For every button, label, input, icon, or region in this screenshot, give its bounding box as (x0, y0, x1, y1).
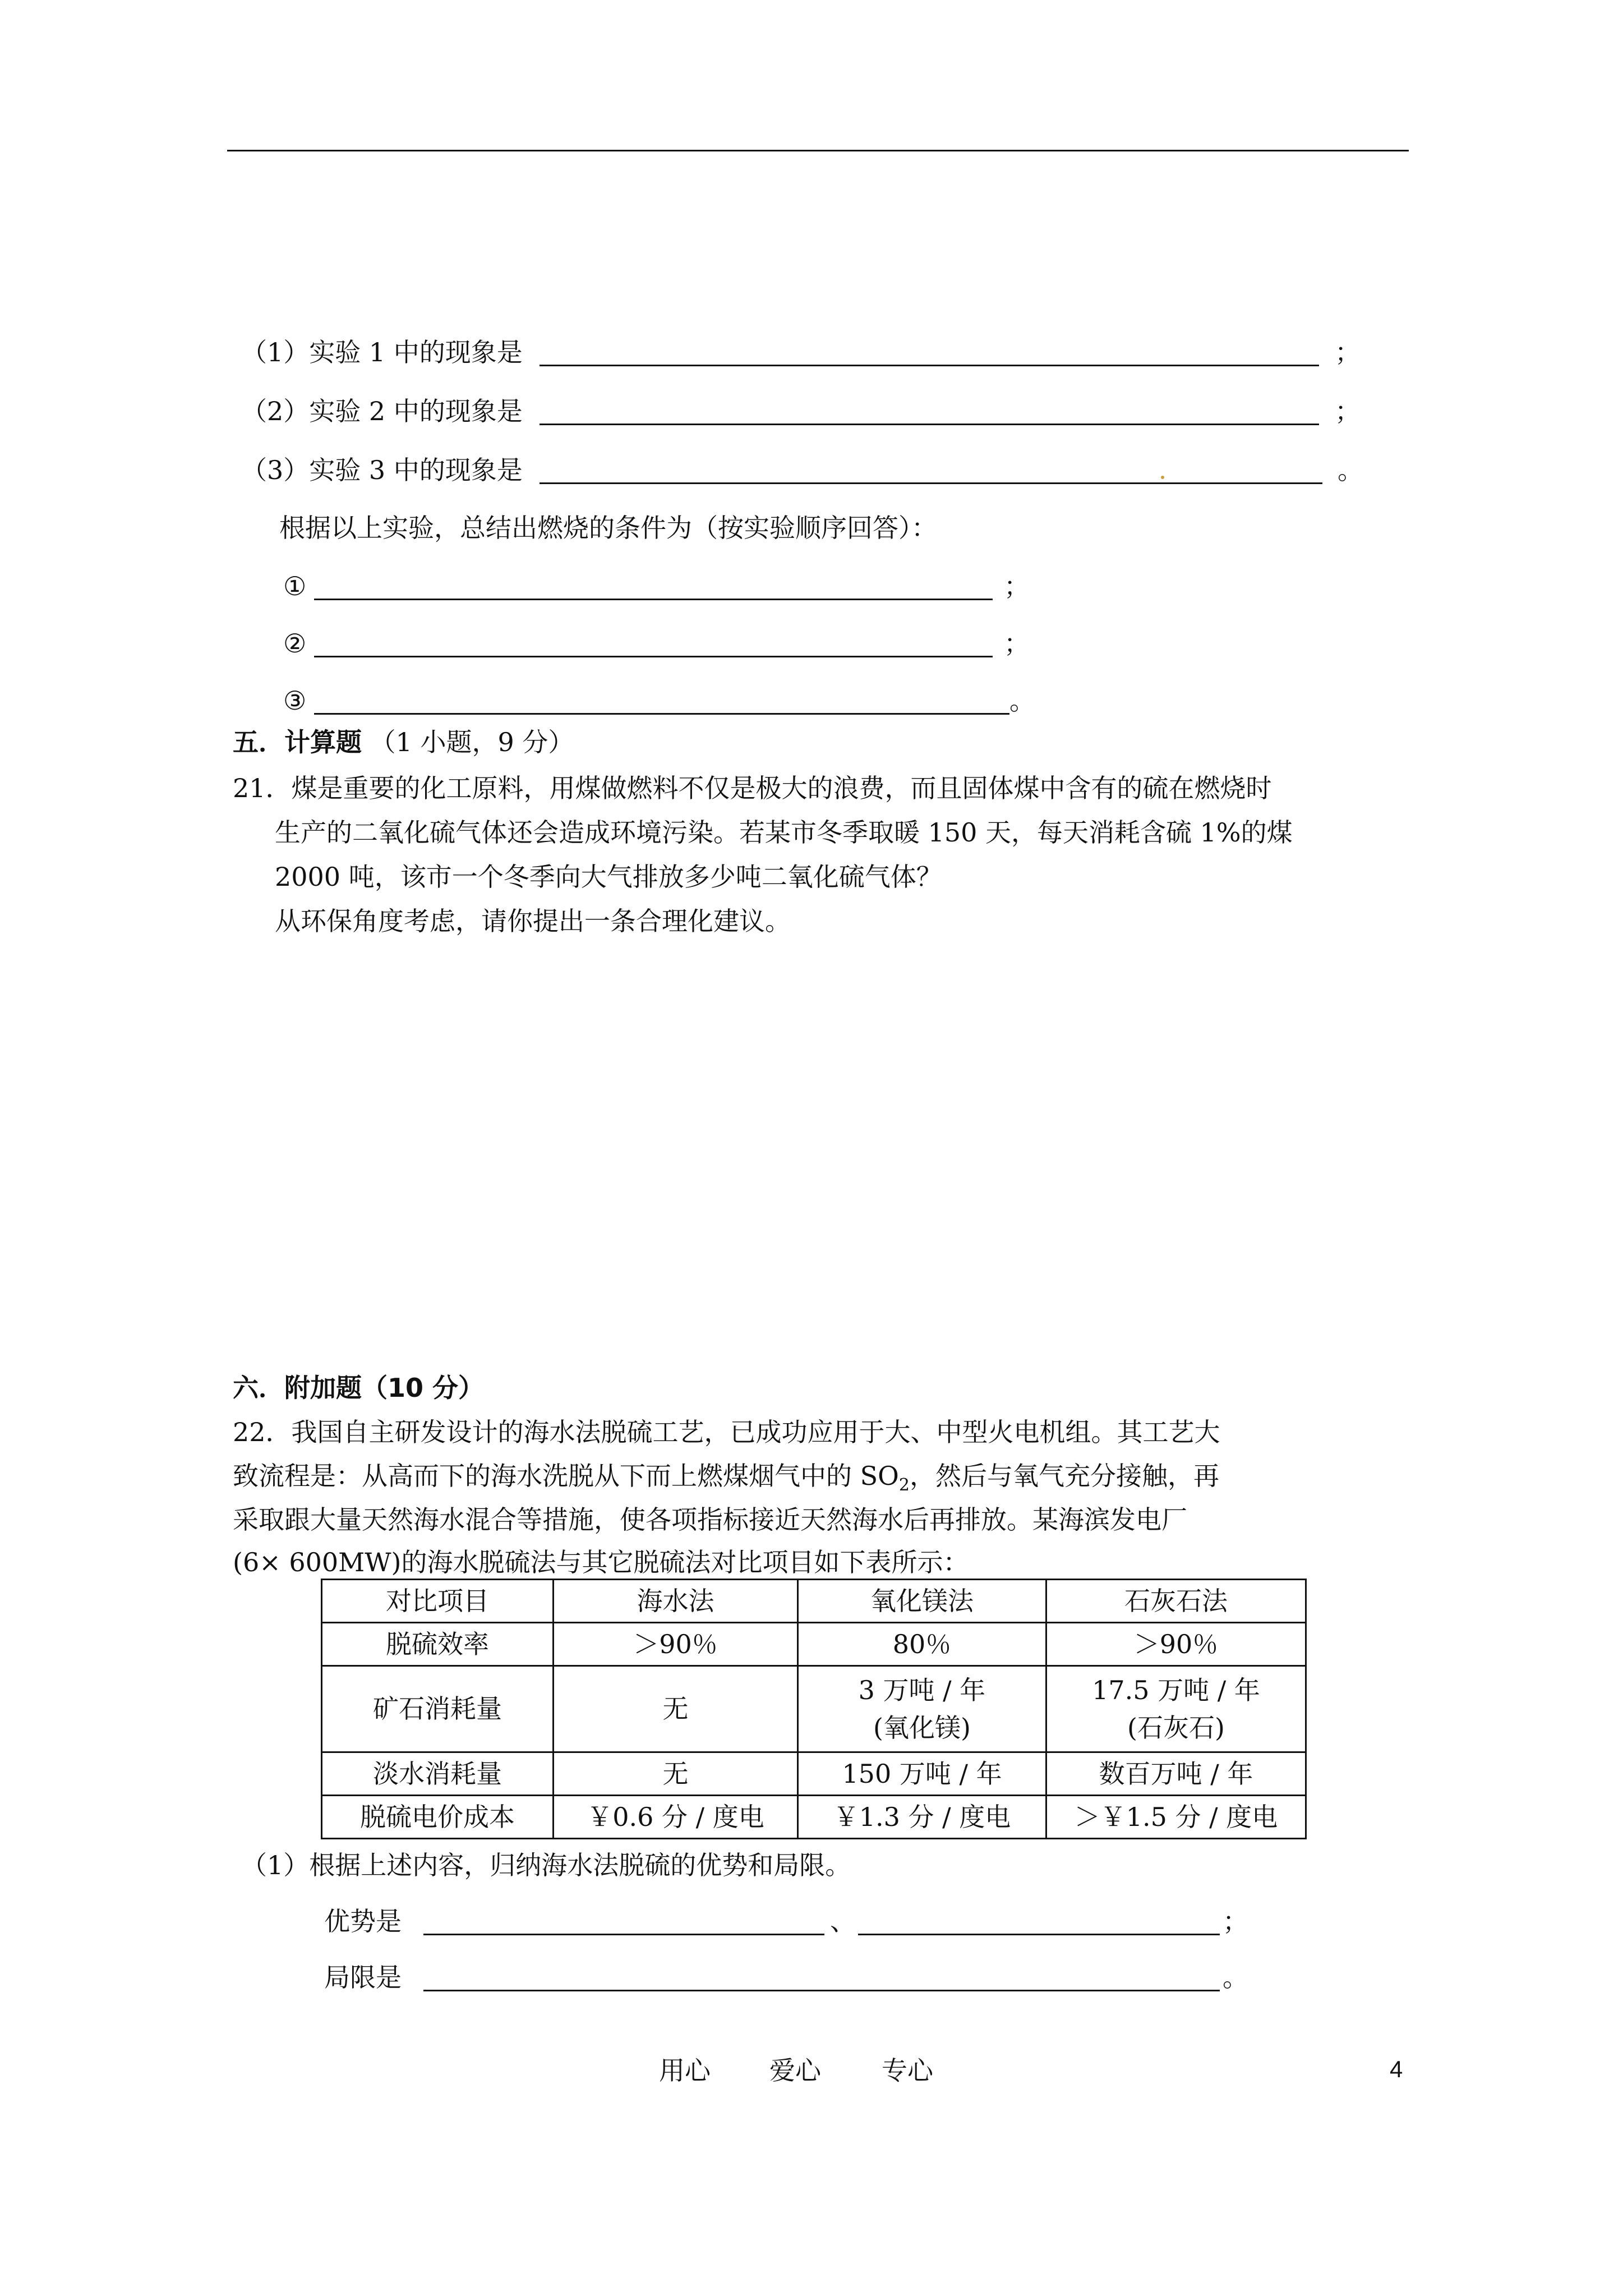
limitation-end: 。 (1223, 1962, 1248, 1993)
limitation-answer-line[interactable] (423, 1990, 1220, 1991)
table-cell: ￥1.3 分 / 度电 (798, 1796, 1046, 1839)
condition-3-end: 。 (1009, 685, 1035, 716)
advantage-answer-line-1[interactable] (423, 1934, 824, 1935)
conditions-summary: 根据以上实验，总结出燃烧的条件为（按实验顺序回答）： (279, 513, 937, 543)
table-cell: 数百万吨 / 年 (1046, 1752, 1306, 1796)
question-1-end: ； (1335, 337, 1361, 367)
question-3-end: 。 (1338, 455, 1363, 485)
stray-dot (1161, 476, 1164, 479)
table-cell: 淡水消耗量 (322, 1752, 554, 1796)
question-1-answer-line[interactable] (540, 365, 1319, 366)
table-header-cell: 石灰石法 (1046, 1580, 1306, 1623)
table-cell: 80％ (798, 1623, 1046, 1666)
question-3-answer-line[interactable] (540, 482, 1322, 484)
question-21-line-1: 21．煤是重要的化工原料，用煤做燃料不仅是极大的浪费，而且固体煤中含有的硫在燃烧时 (233, 773, 1272, 803)
section-5-meta: （1 小题，9 分） (370, 727, 574, 757)
so2-subscript: 2 (898, 1475, 910, 1496)
table-cell: 无 (554, 1752, 798, 1796)
table-cell: 矿石消耗量 (322, 1666, 554, 1752)
section-5-heading (233, 729, 574, 755)
question-21-line-4: 从环保角度考虑，请你提出一条合理化建议。 (275, 906, 791, 936)
question-22-line-2 (233, 1463, 1219, 1494)
question-21-line-2: 生产的二氧化硫气体还会造成环境污染。若某市冬季取暖 150 天，每天消耗含硫 1%的煤 (275, 817, 1293, 848)
table-cell: ＞90％ (554, 1623, 798, 1666)
desulfurization-comparison-table (321, 1579, 1307, 1839)
advantage-answer-line-2[interactable] (858, 1934, 1220, 1935)
condition-1-answer-line[interactable] (314, 599, 993, 600)
condition-1-end: ； (1004, 571, 1030, 601)
table-cell: 脱硫效率 (322, 1623, 554, 1666)
advantage-end: ； (1223, 1906, 1248, 1936)
table-cell: ＞90％ (1046, 1623, 1306, 1666)
header-rule (227, 150, 1409, 151)
table-header-cell: 海水法 (554, 1580, 798, 1623)
question-22-line-3: 采取跟大量天然海水混合等措施，使各项指标接近天然海水后再排放。某海滨发电厂 (233, 1504, 1187, 1535)
table-row (322, 1752, 1306, 1796)
footer-motto-2: 爱心 (769, 2055, 821, 2086)
question-2-answer-line[interactable] (540, 424, 1319, 425)
table-cell: ＞￥1.5 分 / 度电 (1046, 1796, 1306, 1839)
table-row (322, 1666, 1306, 1752)
sub-question-1: （1）根据上述内容，归纳海水法脱硫的优势和局限。 (241, 1850, 851, 1880)
page-number: 4 (1390, 2056, 1403, 2082)
table-cell: 17.5 万吨 / 年 (石灰石) (1046, 1666, 1306, 1752)
question-3-label: （3）实验 3 中的现象是 (241, 455, 523, 485)
question-1-label: （1）实验 1 中的现象是 (241, 337, 523, 367)
question-2-end: ； (1335, 396, 1361, 426)
advantage-separator: 、 (830, 1906, 856, 1936)
table-row (322, 1796, 1306, 1839)
question-2-label: （2）实验 2 中的现象是 (241, 396, 523, 426)
question-22-line-1: 22．我国自主研发设计的海水法脱硫工艺，已成功应用于大、中型火电机组。其工艺大 (233, 1417, 1220, 1447)
condition-3-label: ③ (283, 685, 307, 716)
advantage-label: 优势是 (324, 1906, 402, 1936)
table-cell: ￥0.6 分 / 度电 (554, 1796, 798, 1839)
table-cell: 无 (554, 1666, 798, 1752)
table-header-row (322, 1580, 1306, 1623)
question-21-line-3: 2000 吨，该市一个冬季向大气排放多少吨二氧化硫气体？ (275, 862, 942, 892)
condition-2-answer-line[interactable] (314, 656, 993, 657)
question-22-line-2-text-b: ，然后与氧气充分接触，再 (909, 1461, 1219, 1491)
table-cell: 150 万吨 / 年 (798, 1752, 1046, 1796)
table-header-cell: 对比项目 (322, 1580, 554, 1623)
question-22-line-4: (6× 600MW)的海水脱硫法与其它脱硫法对比项目如下表所示： (233, 1547, 969, 1577)
table-cell: 脱硫电价成本 (322, 1796, 554, 1839)
question-22-line-2-text-a: 致流程是：从高而下的海水洗脱从下而上燃煤烟气中的 SO (233, 1461, 899, 1491)
table-row (322, 1623, 1306, 1666)
condition-2-end: ； (1004, 628, 1030, 659)
condition-3-answer-line[interactable] (314, 713, 1009, 715)
footer-motto-1: 用心 (659, 2055, 711, 2086)
section-5-title: 五．计算题 (233, 727, 362, 757)
table-cell: 3 万吨 / 年 (氧化镁) (798, 1666, 1046, 1752)
table-header-cell: 氧化镁法 (798, 1580, 1046, 1623)
footer-motto-3: 专心 (882, 2055, 933, 2086)
limitation-label: 局限是 (324, 1962, 402, 1993)
condition-2-label: ② (283, 628, 307, 659)
section-6-title: 六．附加题（10 分） (233, 1373, 485, 1403)
condition-1-label: ① (283, 571, 307, 601)
